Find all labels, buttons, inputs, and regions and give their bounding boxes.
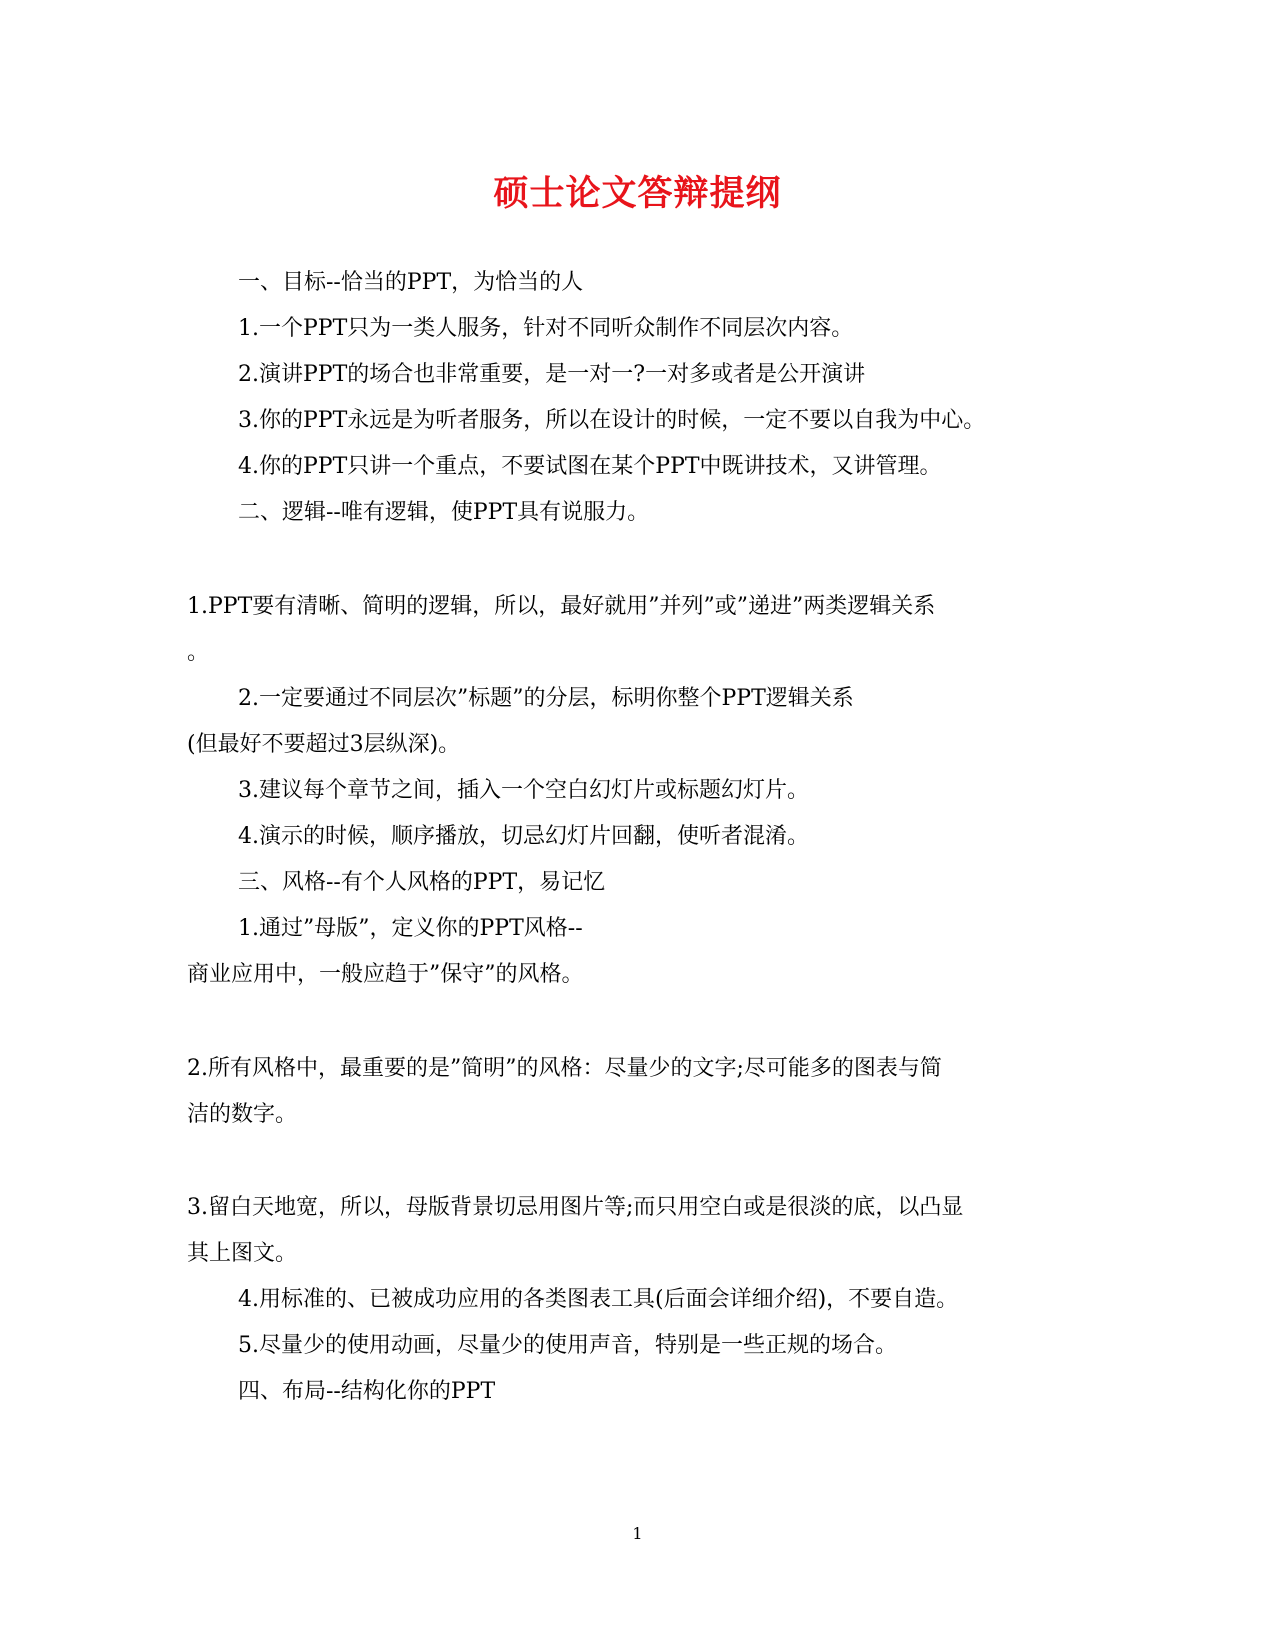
paragraph: 1.一个PPT只为一类人服务，针对不同听众制作不同层次内容。: [238, 316, 854, 341]
page-number: 1: [632, 1524, 643, 1543]
paragraph: 3.建议每个章节之间，插入一个空白幻灯片或标题幻灯片。: [238, 778, 809, 803]
paragraph: 2.所有风格中，最重要的是”简明”的风格：尽量少的文字;尽可能多的图表与简: [187, 1056, 942, 1081]
paragraph: 1.PPT要有清晰、简明的逻辑，所以，最好就用”并列”或”递进”两类逻辑关系: [187, 594, 936, 619]
paragraph: 2.演讲PPT的场合也非常重要，是一对一?一对多或者是公开演讲: [238, 362, 866, 387]
heading-1: 一、目标--恰当的PPT，为恰当的人: [238, 270, 584, 295]
paragraph-continuation: 商业应用中，一般应趋于”保守”的风格。: [187, 962, 584, 987]
paragraph: 4.你的PPT只讲一个重点，不要试图在某个PPT中既讲技术，又讲管理。: [238, 454, 942, 479]
paragraph: 3.你的PPT永远是为听者服务，所以在设计的时候，一定不要以自我为中心。: [238, 408, 986, 433]
paragraph-continuation: (但最好不要超过3层纵深)。: [187, 732, 461, 757]
paragraph: 2.一定要通过不同层次”标题”的分层，标明你整个PPT逻辑关系: [238, 686, 854, 711]
paragraph: 3.留白天地宽，所以，母版背景切忌用图片等;而只用空白或是很淡的底，以凸显: [187, 1195, 964, 1220]
document-title: 硕士论文答辩提纲: [493, 173, 782, 214]
paragraph: 5.尽量少的使用动画，尽量少的使用声音，特别是一些正规的场合。: [238, 1333, 897, 1358]
heading-4: 四、布局--结构化你的PPT: [238, 1379, 496, 1404]
paragraph: 4.演示的时候，顺序播放，切忌幻灯片回翻，使听者混淆。: [238, 824, 809, 849]
paragraph-continuation: 洁的数字。: [187, 1102, 298, 1127]
paragraph: 1.通过”母版”，定义你的PPT风格--: [238, 916, 583, 941]
paragraph-continuation: 其上图文。: [187, 1241, 298, 1266]
paragraph: 4.用标准的、已被成功应用的各类图表工具(后面会详细介绍)，不要自造。: [238, 1287, 959, 1312]
heading-3: 三、风格--有个人风格的PPT，易记忆: [238, 870, 606, 895]
heading-2: 二、逻辑--唯有逻辑，使PPT具有说服力。: [238, 500, 650, 525]
paragraph-continuation: 。: [187, 640, 210, 665]
